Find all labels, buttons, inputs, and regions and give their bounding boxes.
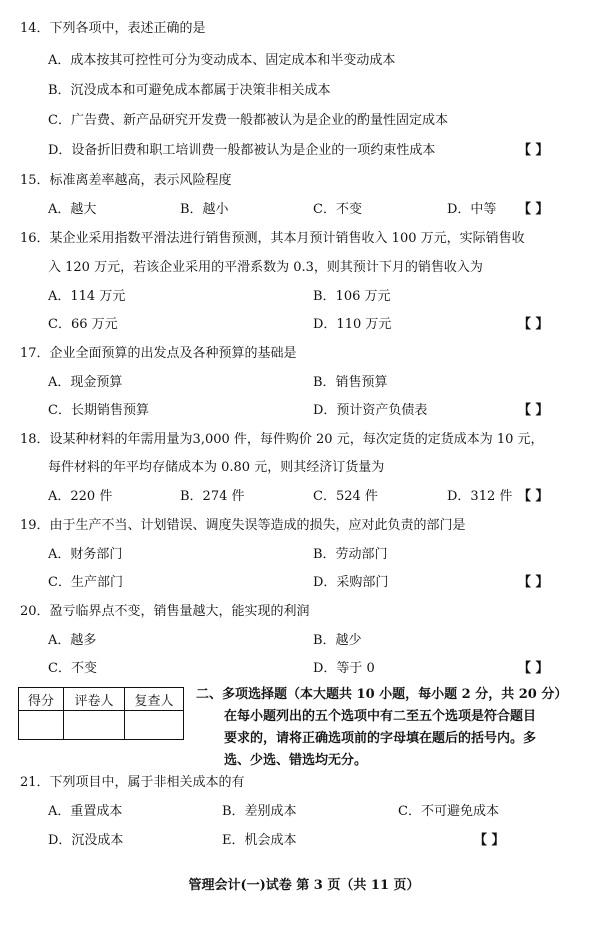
question-14-answer-bracket: 【 】: [518, 143, 549, 158]
question-18-option-b: B．274 件: [180, 489, 245, 504]
question-16-option-a: A．114 万元: [48, 289, 126, 304]
question-14-option-b: B．沉没成本和可避免成本都属于决策非相关成本: [48, 83, 331, 98]
question-19-option-b: B．劳动部门: [313, 547, 388, 562]
question-16-stem-line-1: 16．某企业采用指数平滑法进行销售预测，其本月预计销售收入 100 万元，实际销售收: [20, 231, 525, 246]
question-14-option-c: C．广告费、新产品研究开发费一般都被认为是企业的酌量性固定成本: [48, 113, 448, 128]
question-19-option-a: A．财务部门: [48, 547, 123, 562]
question-20-answer-bracket: 【 】: [518, 661, 549, 676]
question-21-stem: 21．下列项目中，属于非相关成本的有: [20, 775, 245, 790]
question-17-answer-bracket: 【 】: [518, 403, 549, 418]
question-15-option-a: A．越大: [48, 202, 97, 217]
question-21-option-d: D．沉没成本: [48, 833, 124, 848]
grader-cell: [64, 711, 125, 740]
question-21-option-b: B．差别成本: [222, 804, 297, 819]
question-16-stem-line-2: 入 120 万元，若该企业采用的平滑系数为 0.3，则其预计下月的销售收入为: [48, 260, 483, 275]
question-21-option-c: C．不可避免成本: [398, 804, 499, 819]
question-21-answer-bracket: 【 】: [474, 833, 505, 848]
score-cell: [19, 711, 64, 740]
question-14-option-d: D．设备折旧费和职工培训费一般都被认为是企业的一项约束性成本: [48, 143, 436, 158]
question-19-stem: 19．由于生产不当、计划错误、调度失误等造成的损失，应对此负责的部门是: [20, 518, 466, 533]
question-19-option-c: C．生产部门: [48, 575, 123, 590]
question-14-stem: 14．下列各项中，表述正确的是: [20, 21, 206, 36]
question-15-stem: 15．标准离差率越高，表示风险程度: [20, 173, 232, 188]
question-20-option-a: A．越多: [48, 633, 97, 648]
question-18-stem-line-1: 18．设某种材料的年需用量为3,000 件，每件购价 20 元，每次定货的定货成本为 10 元，: [20, 432, 544, 447]
score-header: 得分: [19, 688, 64, 711]
question-19-answer-bracket: 【 】: [518, 575, 549, 590]
question-20-option-d: D．等于 0: [313, 661, 375, 676]
section-2-desc-line-1: 在每小题列出的五个选项中有二至五个选项是符合题目: [224, 709, 537, 724]
question-17-option-d: D．预计资产负债表: [313, 403, 428, 418]
question-19-option-d: D．采购部门: [313, 575, 389, 590]
question-20-stem: 20．盈亏临界点不变，销售量越大，能实现的利润: [20, 604, 310, 619]
question-18-stem-line-2: 每件材料的年平均存储成本为 0.80 元，则其经济订货量为: [48, 460, 385, 475]
reviewer-header: 复查人: [125, 688, 184, 711]
question-15-option-b: B．越小: [180, 202, 229, 217]
question-20-option-c: C．不变: [48, 661, 97, 676]
question-17-option-b: B．销售预算: [313, 375, 388, 390]
section-2-desc-line-2: 要求的，请将正确选项前的字母填在题后的括号内。多: [224, 731, 537, 746]
question-21-option-e: E．机会成本: [222, 833, 297, 848]
section-2-title: 二、多项选择题（本大题共 10 小题，每小题 2 分，共 20 分）: [196, 687, 568, 702]
question-21-option-a: A．重置成本: [48, 804, 123, 819]
question-18-answer-bracket: 【 】: [518, 489, 549, 504]
question-15-option-d: D．中等: [447, 202, 497, 217]
question-17-option-a: A．现金预算: [48, 375, 123, 390]
question-15-answer-bracket: 【 】: [518, 202, 549, 217]
reviewer-cell: [125, 711, 184, 740]
question-16-answer-bracket: 【 】: [518, 317, 549, 332]
question-16-option-b: B．106 万元: [313, 289, 391, 304]
question-15-option-c: C．不变: [313, 202, 362, 217]
question-17-stem: 17．企业全面预算的出发点及各种预算的基础是: [20, 346, 297, 361]
score-table: [18, 687, 184, 740]
question-20-option-b: B．越少: [313, 633, 362, 648]
page-footer: 管理会计(一)试卷 第 3 页（共 11 页）: [188, 878, 420, 893]
question-18-option-d: D．312 件: [447, 489, 513, 504]
question-16-option-d: D．110 万元: [313, 317, 392, 332]
question-16-option-c: C．66 万元: [48, 317, 118, 332]
question-18-option-a: A．220 件: [48, 489, 113, 504]
section-2-desc-line-3: 选、少选、错选均无分。: [224, 753, 368, 768]
question-18-option-c: C．524 件: [313, 489, 378, 504]
question-17-option-c: C．长期销售预算: [48, 403, 149, 418]
question-14-option-a: A．成本按其可控性可分为变动成本、固定成本和半变动成本: [48, 53, 396, 68]
grader-header: 评卷人: [64, 688, 125, 711]
